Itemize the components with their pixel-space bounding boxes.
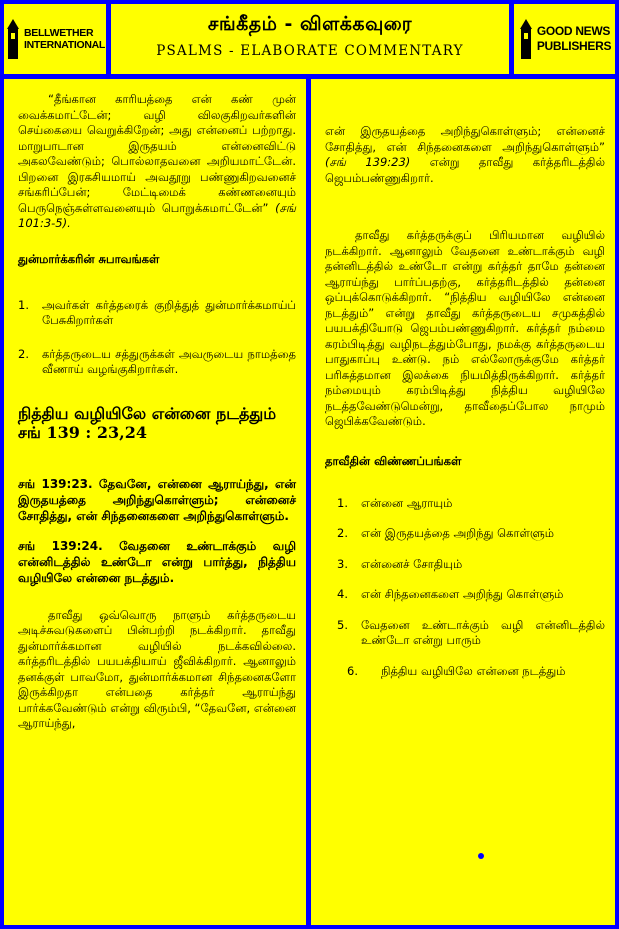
main-heading: நித்திய வழியிலே என்னை நடத்தும் <box>18 403 277 423</box>
logo-right-line2: PUBLISHERS <box>536 39 612 53</box>
logo-good-news <box>514 4 615 74</box>
continued-reference: (சங் 139:23) <box>325 155 411 169</box>
section-heading-petitions: தாவீதின் விண்ணப்பங்கள் <box>325 453 462 468</box>
list-item: 2. என் இருதயத்தை அறிந்து கொள்ளும் <box>337 526 554 540</box>
main-reference: சங் 139 : 23,24 <box>18 422 147 442</box>
title-banner <box>111 4 509 74</box>
list-item: 3. என்னைச் சோதியும் <box>337 556 463 571</box>
bell-tower-icon <box>5 19 21 59</box>
decorative-dot <box>478 853 484 859</box>
list-item: 2. கர்த்தருடைய சத்துருக்கள் அவருடைய நாமத்தை வீணாய் வழங்குகிறார்கள். <box>18 346 296 376</box>
quote-reference: (சங் 101:3-5). <box>18 200 296 230</box>
section-heading-wicked: துன்மார்க்கரின் சுபாவங்கள் <box>18 251 160 266</box>
quote-text: “தீங்கான காரியத்தை என் கண் முன் வைக்கமாட்டேன்; வழி விலகுகிறவர்களின் செய்கையை வெறுக்கிறேன்; அது என்னைப் பற்றாது. மாறுபாடான இருதயம் என்னைவிட்டு அகலவேண்டும்; பொல்லாதவனை அறியமாட்டேன். பிறனை இரகசியமாய் அவதூறு பண்ணுகிறவனைச் சங்கரிப்பேன்; மேட்டிமைக் கண்ணனையும் பெருநெஞ்சுள்ளவனையும் பொறுக்கமாட்டேன்” <box>18 92 296 215</box>
list-item: 5. வேதனை உண்டாக்கும் வழி என்னிடத்தில் உண்டோ என்று பாரும் <box>337 617 605 647</box>
list-item: 1. அவர்கள் கர்த்தரைக் குறித்துத் துன்மார்க்கமாய்ப் பேசுகிறார்கள் <box>18 297 296 327</box>
continued-quote: என் இருதயத்தை அறிந்துகொள்ளும்; என்னைச் சோதித்து, என் சிந்தனைகளை அறிந்துகொள்ளும்” (சங் 139:23) என்று தாவீது கர்த்தரிடத்தில் ஜெபம்பண்ணுகிறார். <box>325 124 606 185</box>
psalm-101-quote <box>18 92 296 232</box>
logo-bellwether <box>4 4 106 74</box>
list-item: 6. நித்திய வழியிலே என்னை நடத்தும் <box>347 663 566 678</box>
list-item: 1. என்னை ஆராயும் <box>337 495 453 510</box>
logo-left-line1: BELLWETHER <box>23 27 94 39</box>
left-column <box>4 79 306 925</box>
commentary-paragraph-2: தாவீது கர்த்தருக்குப் பிரியமான வழியில் நடக்கிறார். ஆனாலும் வேதனை உண்டாக்கும் வழி தன்னிடத்தில் உண்டோ என்று கர்த்தர் தாமே தன்னை ஆராய்ந்து பார்ப்பதற்கு, கர்த்தரிடத்தில் தன்னை ஒப்புக்கொடுக்கிறார். “நித்திய வழியிலே என்னை நடத்தும்” என்று தாவீது கர்த்தருடைய சமுகத்தில் பயபக்தியோடு ஜெபம்பண்ணுகிறார். கர்த்தர் நம்மை கரம்பிடித்து வழிநடத்தும்போது, நமக்கு கர்த்தருடைய பாதுகாப்பு உண்டு. நம் எல்லோருக்குமே கர்த்தர் பரிசுத்தமான இலக்கை நியமித்திருக்கிறார். கர்த்தர் நம்மையும் கரம்பிடித்து நித்திய வழியிலே நடத்தவேண்டுமென்று, தாவீதைப்போல நாமும் ஜெபிக்கவேண்டும். <box>325 228 605 428</box>
logo-right-line1: GOOD NEWS <box>536 24 611 38</box>
page-title-english: PSALMS - ELABORATE COMMENTARY <box>156 43 464 59</box>
bell-tower-icon <box>518 19 534 59</box>
petitions-list <box>325 496 605 680</box>
verse-24: சங் 139:24. வேதனை உண்டாக்கும் வழி என்னிடத்தில் உண்டோ என்று பார்த்து, நித்திய வழியிலே என்னை நடத்தும். <box>18 538 296 585</box>
right-column <box>311 79 615 925</box>
list-item: 4. என் சிந்தனைகளை அறிந்து கொள்ளும் <box>337 587 564 601</box>
commentary-paragraph: தாவீது ஒவ்வொரு நாளும் கர்த்தருடைய அடிச்சுவடுகளைப் பின்பற்றி நடக்கிறார். தாவீது துன்மார்க்கமான வழியில் நடக்கவில்லை. கர்த்தரிடத்தில் பயபக்தியாய் ஜீவிக்கிறார். ஆனாலும் தனக்குள் பாவமோ, துன்மார்க்கமான சிந்தனைகளோ இருக்கிறதா என்பதை கர்த்தர் ஆராய்ந்து பார்க்கவேண்டும் என்று விரும்பி, “தேவனே, என்னை ஆராய்ந்து, <box>18 607 296 730</box>
verse-23: சங் 139:23. தேவனே, என்னை ஆராய்ந்து, என் இருதயத்தை அறிந்துகொள்ளும்; என்னைச் சோதித்து, என் சிந்தனைகளை அறிந்துகொள்ளும். <box>18 476 296 523</box>
logo-left-line2: INTERNATIONAL <box>23 39 106 51</box>
page-title-tamil: சங்கீதம் - விளக்கவுரை <box>207 13 413 35</box>
wicked-traits-list <box>18 298 296 378</box>
